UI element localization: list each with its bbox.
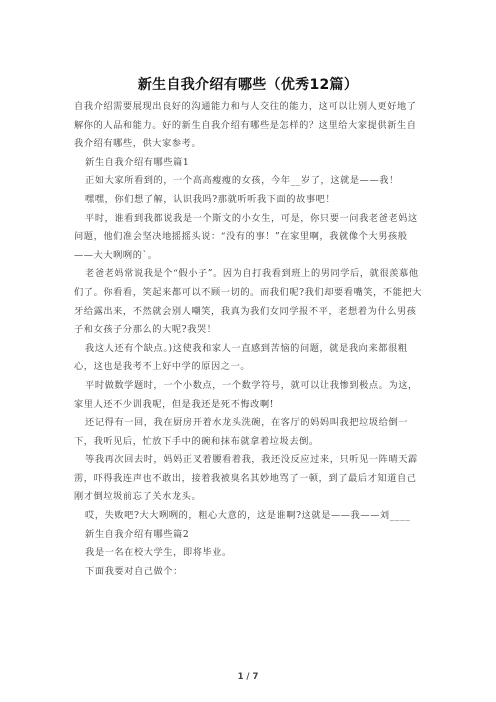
body-paragraph: 正如大家所看到的，一个高高瘦瘦的女孩，今年__岁了，这就是——我！: [85, 175, 399, 187]
document-title: 新生自我介绍有哪些（优秀12篇）: [137, 77, 359, 93]
section-heading: 新生自我介绍有哪些篇2: [85, 528, 190, 540]
body-paragraph: 嘿嘿，你们想了解，认识我吗?那就听听我下面的故事吧！: [85, 193, 336, 205]
body-paragraph: 下面我要对自己做个：: [85, 565, 183, 577]
body-paragraph: 老爸老妈常说我是个“假小子”。因为自打我看到班上的男同学后，就很羡慕他们了。你看看，笑起来都可以不顾一切的。而我们呢?我们却要看嘴笑，不能把大牙给露出来，不然就会别人嘲笑，我真为我们女同学报不平，老想着为什么男孩子和女孩子分那么的大呢?我哭！: [74, 268, 423, 336]
body-paragraph: 我是一名在校大学生，即将毕业。: [85, 547, 232, 559]
body-paragraph: 还记得有一回，我在厨房开着水龙头洗碗，在客厅的妈妈叫我把垃圾给倒一下，我听见后，忙放下手中的碗和抹布就拿着垃圾去倒。: [74, 417, 409, 447]
document-body: [74, 98, 426, 581]
section-heading: 新生自我介绍有哪些篇1: [85, 156, 190, 168]
body-paragraph: 等我再次回去时，妈妈正叉着腰看着我，我还没反应过来，只听见一阵晴天霹雳，吓得我连声也不敢出，接着我被臭名其妙地骂了一顿，到了最后才知道自己刚才倒垃圾前忘了关水龙头。: [74, 454, 418, 503]
body-paragraph: 平时，谁看到我都说我是一个斯文的小女生，可是，你只要一问我老爸老妈这问题，他们准会坚决地摇摇头说：“没有的事！”在家里啊，我就像个大男孩般——大大咧咧的`。: [74, 212, 418, 261]
body-paragraph: 哎，失败吧?大大咧咧的，粗心大意的，这是谁啊?这就是——我——刘____: [85, 510, 411, 522]
body-paragraph: 我这人还有个缺点。)这使我和家人一直感到苦恼的问题，就是我向来都很粗心，这也是我考不上好中学的原因之一。: [74, 342, 408, 373]
body-paragraph: 平时做数学题时，一个小数点，一个数学符号，就可以让我惨到极点。为这，家里人还不少训我呢，但是我还是死不悔改啊!: [74, 379, 418, 410]
page-indicator: 1 / 7: [237, 672, 259, 682]
intro-paragraph: 自我介绍需要展现出良好的沟通能力和与人交往的能力，这可以让别人更好地了解你的人品和能力。好的新生自我介绍有哪些是怎样的？这里给大家提供新生自我介绍有哪些，供大家参考。: [74, 101, 417, 150]
